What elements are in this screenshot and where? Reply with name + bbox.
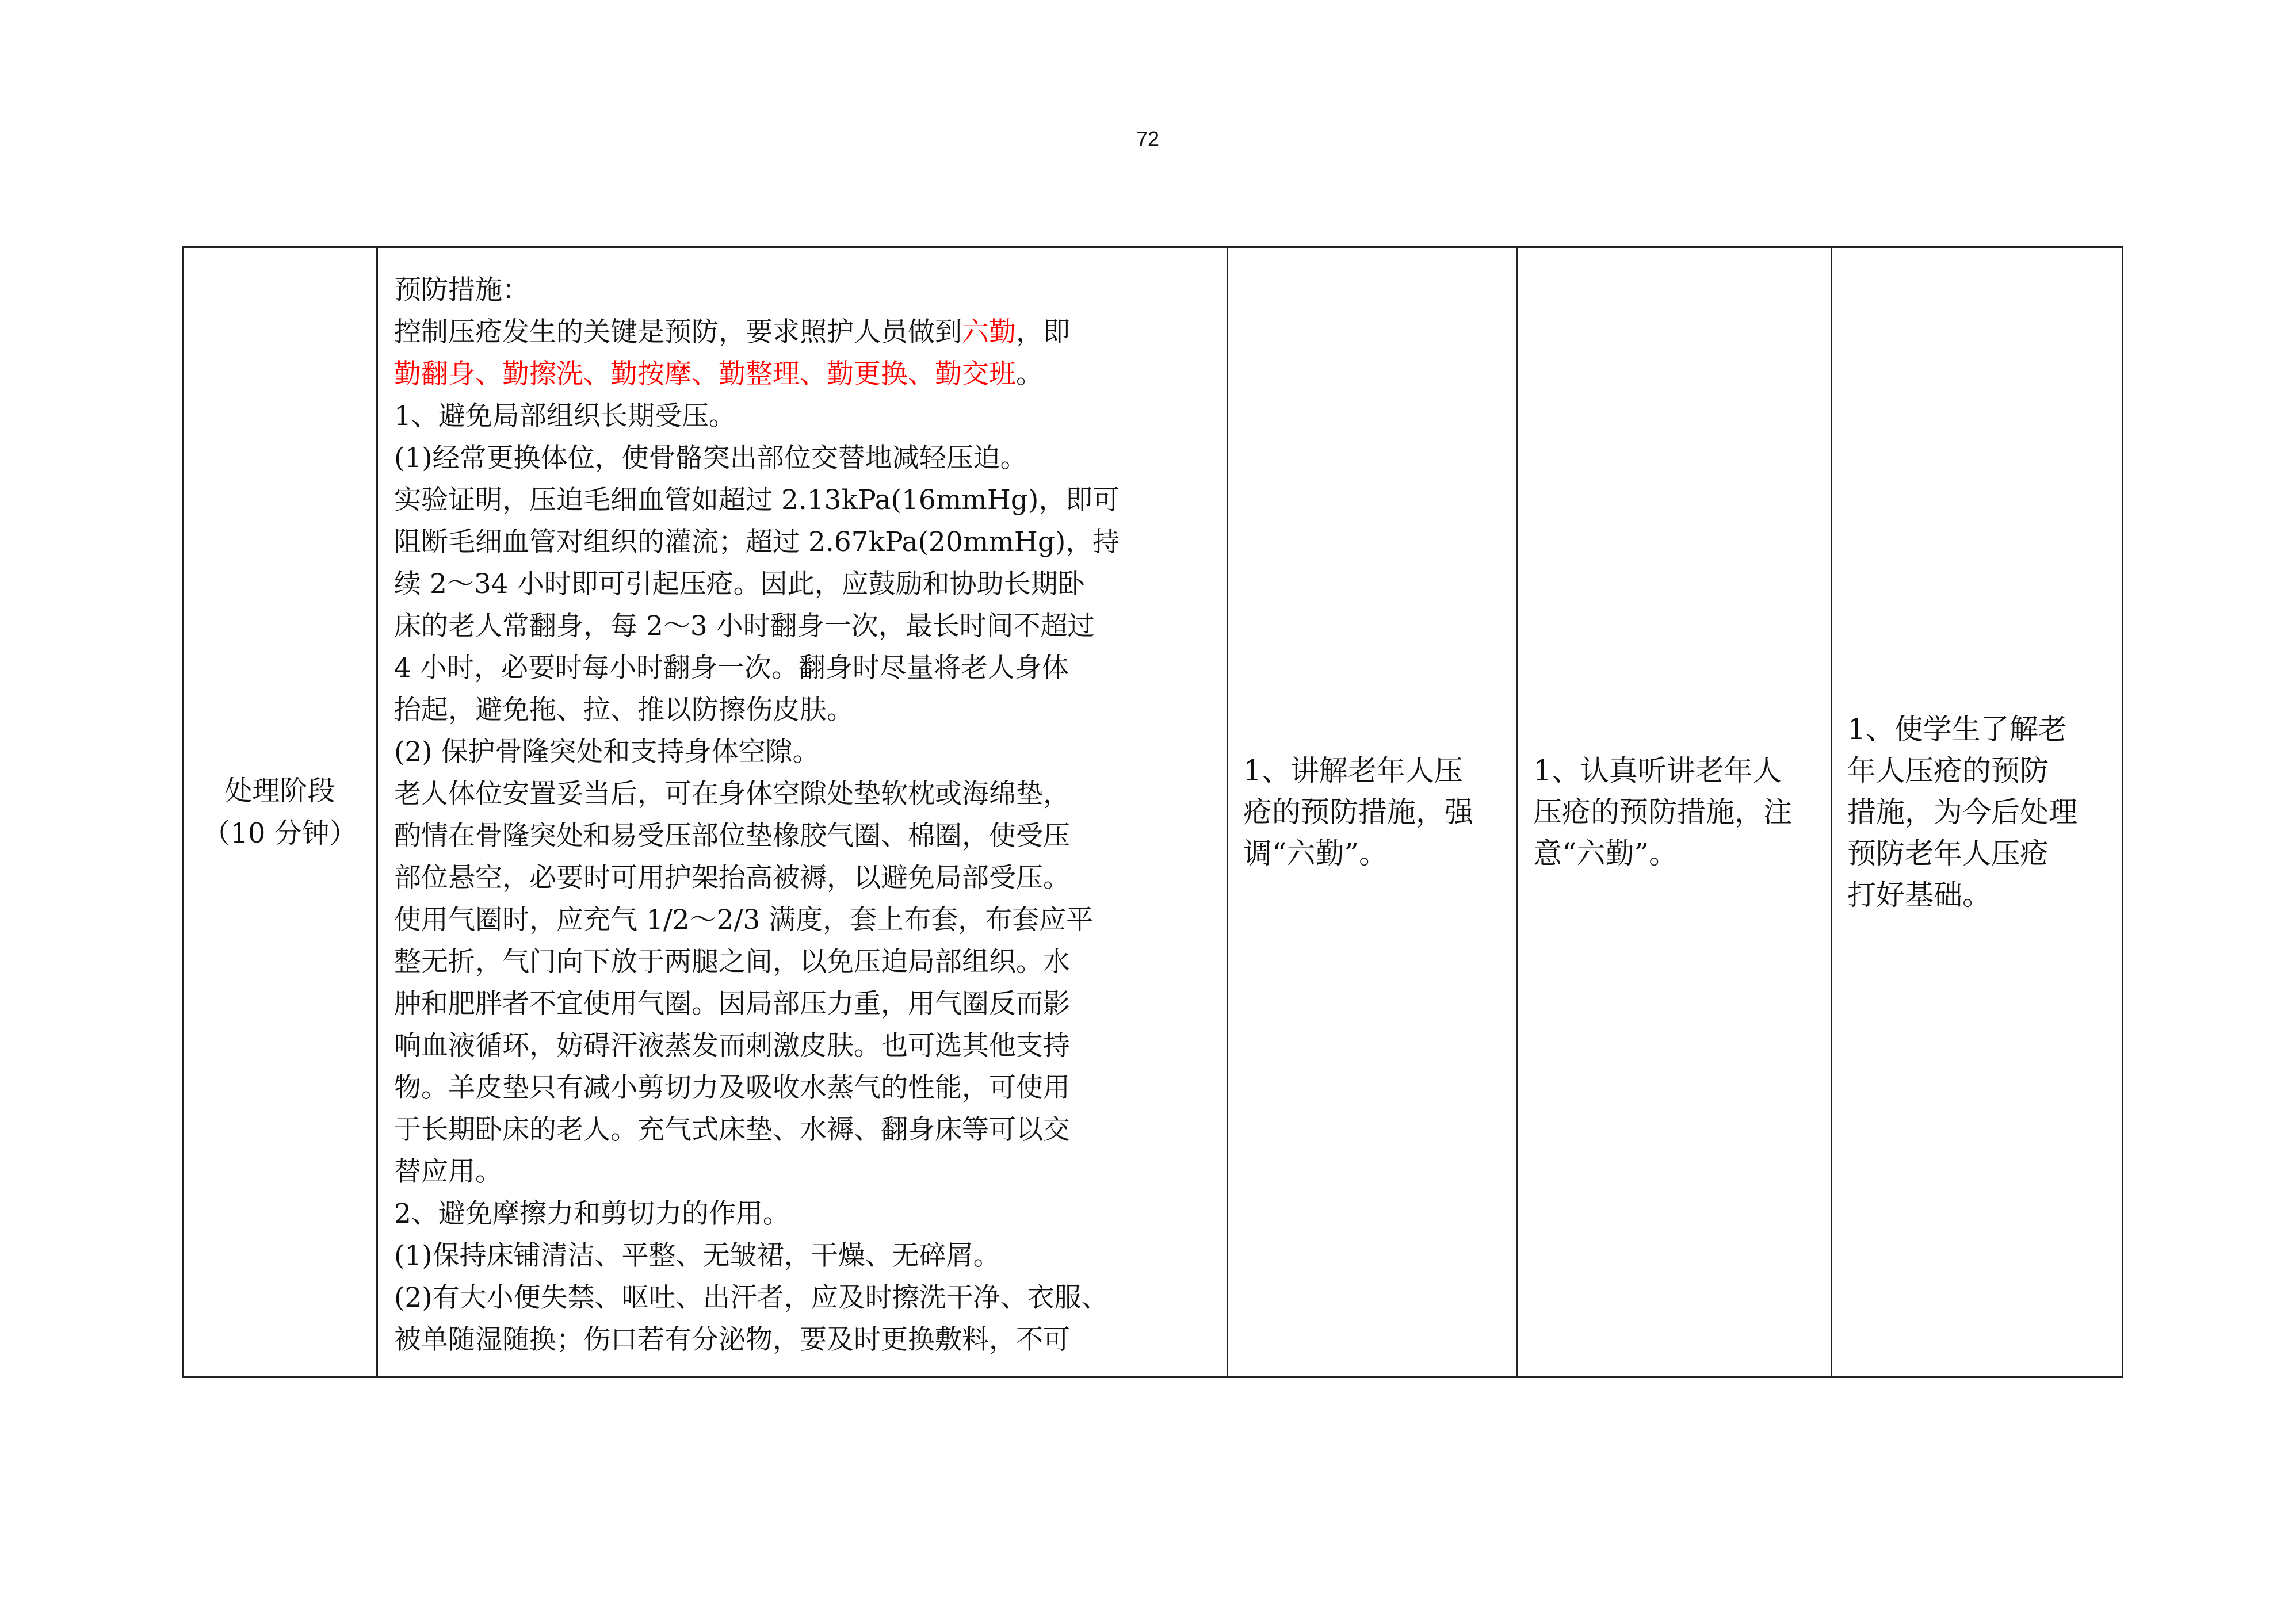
content-intro-after: ，即 xyxy=(1016,316,1070,348)
goal-line: 措施，为今后处理 xyxy=(1847,795,2077,829)
six-items-line xyxy=(394,353,1210,395)
content-line: 响血液循环，妨碍汗液蒸发而刺激皮肤。也可选其他支持 xyxy=(394,1030,1070,1062)
content-line: 续 2～34 小时即可引起压疮。因此，应鼓励和协助长期卧 xyxy=(394,568,1085,600)
content-line: (1)保持床铺清洁、平整、无皱裙，干燥、无碎屑。 xyxy=(394,1240,1000,1272)
page-number: 72 xyxy=(1136,127,1160,151)
six-items-highlight: 勤翻身、勤擦洗、勤按摩、勤整理、勤更换、勤交班 xyxy=(394,358,1016,390)
goal-line: 年人压疮的预防 xyxy=(1847,754,2049,787)
content-line: 阻断毛细血管对组织的灌流；超过 2.67kPa(20mmHg)，持 xyxy=(394,526,1120,558)
content-line: 抬起，避免拖、拉、推以防擦伤皮肤。 xyxy=(394,694,854,726)
content-line: 床的老人常翻身，每 2～3 小时翻身一次，最长时间不超过 xyxy=(394,610,1095,642)
six-qin-highlight: 六勤 xyxy=(962,316,1016,348)
content-line: 1、避免局部组织长期受压。 xyxy=(394,400,736,432)
content-intro-before: 控制压疮发生的关键是预防，要求照护人员做到 xyxy=(394,316,962,348)
student-activity-cell xyxy=(1518,247,1832,1377)
content-heading: 预防措施： xyxy=(394,274,529,306)
content-line: 实验证明，压迫毛细血管如超过 2.13kPa(16mmHg)，即可 xyxy=(394,484,1120,516)
student-line: 1、认真听讲老年人 xyxy=(1533,754,1782,787)
content-line: 整无折，气门向下放于两腿之间，以免压迫局部组织。水 xyxy=(394,946,1070,978)
content-line: 于长期卧床的老人。充气式床垫、水褥、翻身床等可以交 xyxy=(394,1114,1070,1146)
content-line: 被单随湿随换；伤口若有分泌物，要及时更换敷料，不可 xyxy=(394,1324,1070,1356)
student-line: 意“六勤”。 xyxy=(1533,837,1678,870)
teacher-line: 调“六勤”。 xyxy=(1243,837,1388,870)
stage-duration: （10 分钟） xyxy=(203,817,357,849)
teacher-activity-cell xyxy=(1228,247,1518,1377)
content-line: 物。羊皮垫只有减小剪切力及吸收水蒸气的性能，可使用 xyxy=(394,1072,1070,1104)
six-items-after: 。 xyxy=(1016,358,1043,390)
content-cell xyxy=(377,247,1228,1377)
table-row xyxy=(183,247,2123,1377)
content-line: (2) 保护骨隆突处和支持身体空隙。 xyxy=(394,736,820,768)
stage-title: 处理阶段 xyxy=(224,775,335,807)
goal-line: 打好基础。 xyxy=(1847,878,1991,912)
content-line: 2、避免摩擦力和剪切力的作用。 xyxy=(394,1198,790,1230)
content-line: 酌情在骨隆突处和易受压部位垫橡胶气圈、棉圈，使受压 xyxy=(394,820,1070,852)
teacher-line: 1、讲解老年人压 xyxy=(1243,754,1463,787)
content-line: (2)有大小便失禁、呕吐、出汗者，应及时擦洗干净、衣服、 xyxy=(394,1282,1109,1314)
design-intent-cell xyxy=(1832,247,2123,1377)
content-line: 使用气圈时，应充气 1/2～2/3 满度，套上布套，布套应平 xyxy=(394,904,1094,936)
lesson-plan-table xyxy=(182,246,2123,1378)
content-line: 4 小时，必要时每小时翻身一次。翻身时尽量将老人身体 xyxy=(394,652,1069,684)
content-line: 肿和肥胖者不宜使用气圈。因局部压力重，用气圈反而影 xyxy=(394,988,1070,1020)
goal-line: 1、使学生了解老 xyxy=(1847,713,2067,746)
goal-line: 预防老年人压疮 xyxy=(1847,837,2049,870)
content-line: 部位悬空，必要时可用护架抬高被褥，以避免局部受压。 xyxy=(394,862,1070,894)
teacher-line: 疮的预防措施，强 xyxy=(1243,795,1473,829)
content-line: (1)经常更换体位，使骨骼突出部位交替地减轻压迫。 xyxy=(394,442,1027,474)
content-intro xyxy=(394,311,1210,353)
student-line: 压疮的预防措施，注 xyxy=(1533,795,1792,829)
content-line: 老人体位安置妥当后，可在身体空隙处垫软枕或海绵垫， xyxy=(394,778,1070,810)
stage-cell xyxy=(183,247,377,1377)
content-line: 替应用。 xyxy=(394,1156,502,1188)
